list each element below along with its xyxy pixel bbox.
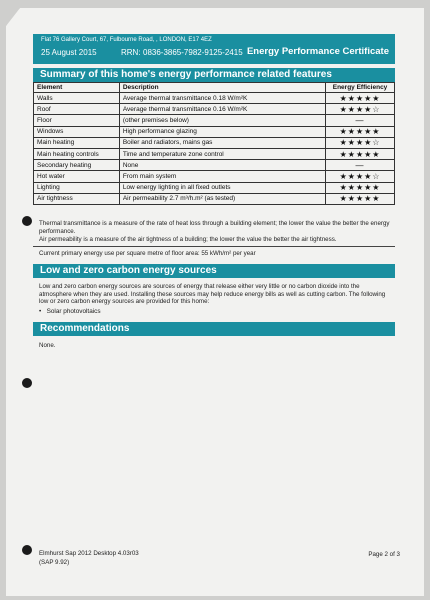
table-row — [34, 93, 395, 104]
summary-heading: Summary of this home's energy performance related features — [33, 68, 395, 82]
document-title: Energy Performance Certificate — [246, 46, 389, 57]
element-cell: Roof — [34, 104, 120, 115]
element-cell: Secondary heating — [34, 160, 120, 171]
column-header-element: Element — [34, 83, 120, 93]
energy-features-table — [33, 82, 395, 205]
low-zero-carbon-text: Low and zero carbon energy sources are sources of energy that release either very little or no carbon dioxide into the atmosphere when they are used. Installing these sources may help reduce energy bills as well as cutting carbon. The following low or zero carbon energy sources are provided for this home: — [39, 283, 386, 306]
certificate-date: 25 August 2015 — [41, 48, 97, 57]
description-cell: Average thermal transmittance 0.18 W/m²K — [119, 93, 325, 104]
page-number: Page 2 of 3 — [368, 551, 400, 558]
table-row — [34, 171, 395, 182]
recommendations-text: None. — [39, 342, 56, 349]
rating-stars: ★★★★☆ — [326, 171, 395, 182]
rating-stars: ★★★★★ — [326, 193, 395, 204]
rating-stars: — — [326, 115, 395, 126]
element-cell: Hot water — [34, 171, 120, 182]
table-row — [34, 160, 395, 171]
description-cell: Air permeability 2.7 m³/h.m² (as tested) — [119, 193, 325, 204]
table-row — [34, 148, 395, 159]
element-cell: Floor — [34, 115, 120, 126]
table-row — [34, 115, 395, 126]
software-version: Elmhurst Sap 2012 Desktop 4.03r03 (SAP 9.92) — [39, 550, 139, 566]
punch-hole — [22, 216, 32, 226]
punch-hole — [22, 545, 32, 555]
table-row — [34, 182, 395, 193]
primary-energy-use: Current primary energy use per square metre of floor area: 55 kWh/m² per year — [39, 250, 256, 257]
element-cell: Walls — [34, 93, 120, 104]
rrn-label: RRN: — [121, 48, 141, 57]
thermal-note: Thermal transmittance is a measure of the rate of heat loss through a building element; the lower the value the better the energy performance. — [39, 220, 390, 235]
table-row — [34, 104, 395, 115]
description-cell: (other premises below) — [119, 115, 325, 126]
element-cell: Lighting — [34, 182, 120, 193]
table-row — [34, 126, 395, 137]
description-cell: Average thermal transmittance 0.16 W/m²K — [119, 104, 325, 115]
element-cell: Air tightness — [34, 193, 120, 204]
description-cell: High performance glazing — [119, 126, 325, 137]
rating-stars: ★★★★★ — [326, 182, 395, 193]
bullet-icon: • — [39, 308, 47, 315]
rating-stars: ★★★★☆ — [326, 104, 395, 115]
rating-stars: ★★★★★ — [326, 93, 395, 104]
rating-stars: ★★★★★ — [326, 148, 395, 159]
rating-stars: ★★★★★ — [326, 126, 395, 137]
table-row — [34, 137, 395, 148]
table-header-row — [34, 83, 395, 93]
recommendations-heading: Recommendations — [33, 322, 395, 336]
rating-stars: ★★★★☆ — [326, 137, 395, 148]
table-row — [34, 193, 395, 204]
element-cell: Main heating controls — [34, 148, 120, 159]
energy-source: Solar photovoltaics — [46, 308, 101, 315]
divider — [33, 246, 395, 247]
property-address: Flat 76 Gallery Court, 67, Fulbourne Road, , LONDON, E17 4EZ — [41, 37, 212, 43]
list-item — [39, 308, 101, 315]
rrn-number: 0836-3865-7982-9125-2415 — [143, 48, 243, 57]
column-header-efficiency: Energy Efficiency — [326, 83, 395, 93]
low-zero-carbon-heading: Low and zero carbon energy sources — [33, 264, 395, 278]
description-cell: From main system — [119, 171, 325, 182]
rating-stars: — — [326, 160, 395, 171]
air-permeability-note: Air permeability is a measure of the air tightness of a building; the lower the value the better the air tightness. — [39, 236, 337, 243]
punch-hole — [22, 378, 32, 388]
column-header-description: Description — [119, 83, 325, 93]
description-cell: None — [119, 160, 325, 171]
description-cell: Boiler and radiators, mains gas — [119, 137, 325, 148]
description-cell: Low energy lighting in all fixed outlets — [119, 182, 325, 193]
description-cell: Time and temperature zone control — [119, 148, 325, 159]
element-cell: Main heating — [34, 137, 120, 148]
certificate-header — [33, 34, 395, 64]
element-cell: Windows — [34, 126, 120, 137]
